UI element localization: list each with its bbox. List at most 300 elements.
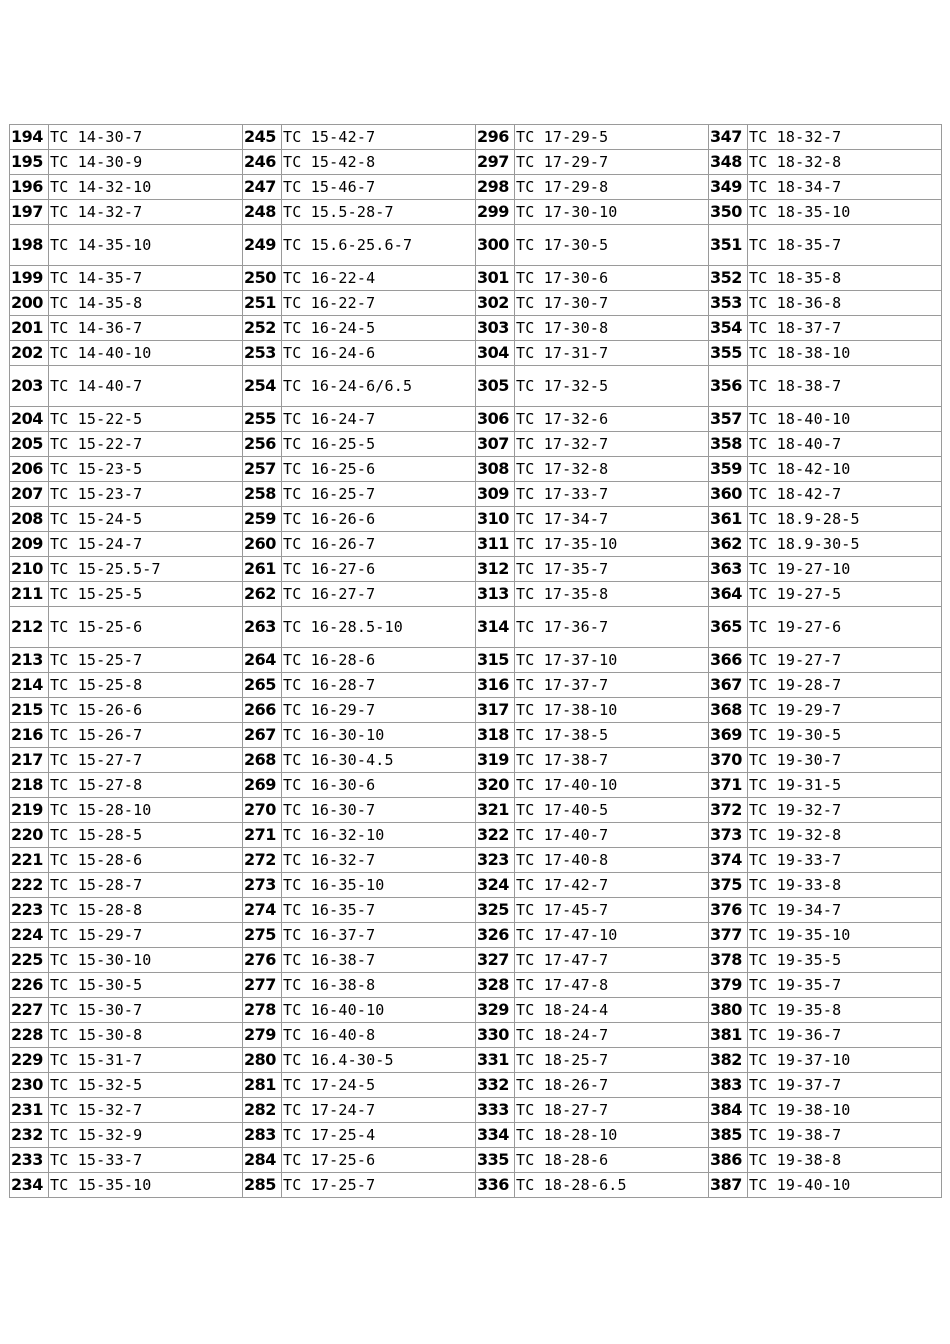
part-code-cell: TC 18-40-7 <box>748 432 942 457</box>
item-number-cell: 277 <box>243 973 282 998</box>
part-code-cell: TC 17-42-7 <box>515 873 709 898</box>
item-number-cell: 220 <box>10 823 49 848</box>
item-number-cell: 309 <box>476 482 515 507</box>
item-number-cell: 210 <box>10 557 49 582</box>
part-code-cell: TC 15-24-5 <box>49 507 243 532</box>
part-code-cell: TC 19-31-5 <box>748 773 942 798</box>
item-number-cell: 208 <box>10 507 49 532</box>
item-number-cell: 359 <box>709 457 748 482</box>
item-number-cell: 332 <box>476 1073 515 1098</box>
table-row <box>10 798 942 823</box>
part-code-cell: TC 17-37-10 <box>515 648 709 673</box>
item-number-cell: 279 <box>243 1023 282 1048</box>
part-code-cell: TC 18-26-7 <box>515 1073 709 1098</box>
item-number-cell: 275 <box>243 923 282 948</box>
item-number-cell: 280 <box>243 1048 282 1073</box>
part-code-cell: TC 17-35-10 <box>515 532 709 557</box>
item-number-cell: 199 <box>10 266 49 291</box>
item-number-cell: 311 <box>476 532 515 557</box>
item-number-cell: 376 <box>709 898 748 923</box>
table-row <box>10 698 942 723</box>
part-code-cell: TC 16-24-7 <box>282 407 476 432</box>
item-number-cell: 352 <box>709 266 748 291</box>
part-code-cell: TC 17-24-5 <box>282 1073 476 1098</box>
part-code-cell: TC 16-28-6 <box>282 648 476 673</box>
table-row <box>10 432 942 457</box>
item-number-cell: 219 <box>10 798 49 823</box>
part-code-cell: TC 18-35-7 <box>748 225 942 266</box>
item-number-cell: 212 <box>10 607 49 648</box>
table-row <box>10 482 942 507</box>
part-code-cell: TC 18-35-8 <box>748 266 942 291</box>
item-number-cell: 318 <box>476 723 515 748</box>
item-number-cell: 331 <box>476 1048 515 1073</box>
item-number-cell: 308 <box>476 457 515 482</box>
item-number-cell: 323 <box>476 848 515 873</box>
item-number-cell: 203 <box>10 366 49 407</box>
part-code-cell: TC 19-35-5 <box>748 948 942 973</box>
part-code-cell: TC 17-37-7 <box>515 673 709 698</box>
item-number-cell: 250 <box>243 266 282 291</box>
part-code-cell: TC 19-27-7 <box>748 648 942 673</box>
item-number-cell: 226 <box>10 973 49 998</box>
part-code-cell: TC 19-28-7 <box>748 673 942 698</box>
part-code-cell: TC 19-27-6 <box>748 607 942 648</box>
table-row <box>10 1173 942 1198</box>
item-number-cell: 233 <box>10 1148 49 1173</box>
item-number-cell: 282 <box>243 1098 282 1123</box>
part-code-cell: TC 16-38-7 <box>282 948 476 973</box>
item-number-cell: 322 <box>476 823 515 848</box>
item-number-cell: 197 <box>10 200 49 225</box>
part-code-cell: TC 14-40-10 <box>49 341 243 366</box>
part-code-cell: TC 17-31-7 <box>515 341 709 366</box>
item-number-cell: 225 <box>10 948 49 973</box>
table-row <box>10 125 942 150</box>
item-number-cell: 320 <box>476 773 515 798</box>
part-code-cell: TC 18-38-10 <box>748 341 942 366</box>
table-row <box>10 607 942 648</box>
item-number-cell: 355 <box>709 341 748 366</box>
item-number-cell: 230 <box>10 1073 49 1098</box>
part-code-cell: TC 16-24-6/6.5 <box>282 366 476 407</box>
item-number-cell: 361 <box>709 507 748 532</box>
item-number-cell: 334 <box>476 1123 515 1148</box>
item-number-cell: 314 <box>476 607 515 648</box>
table-row <box>10 1148 942 1173</box>
part-code-cell: TC 17-30-7 <box>515 291 709 316</box>
item-number-cell: 268 <box>243 748 282 773</box>
item-number-cell: 372 <box>709 798 748 823</box>
item-number-cell: 350 <box>709 200 748 225</box>
item-number-cell: 229 <box>10 1048 49 1073</box>
item-number-cell: 364 <box>709 582 748 607</box>
item-number-cell: 249 <box>243 225 282 266</box>
part-code-cell: TC 16-38-8 <box>282 973 476 998</box>
part-code-cell: TC 15.5-28-7 <box>282 200 476 225</box>
part-code-cell: TC 17-30-8 <box>515 316 709 341</box>
item-number-cell: 336 <box>476 1173 515 1198</box>
part-code-cell: TC 15-30-8 <box>49 1023 243 1048</box>
part-code-cell: TC 19-40-10 <box>748 1173 942 1198</box>
item-number-cell: 245 <box>243 125 282 150</box>
item-number-cell: 354 <box>709 316 748 341</box>
item-number-cell: 228 <box>10 1023 49 1048</box>
item-number-cell: 370 <box>709 748 748 773</box>
item-number-cell: 349 <box>709 175 748 200</box>
part-code-cell: TC 18-40-10 <box>748 407 942 432</box>
part-code-cell: TC 15-31-7 <box>49 1048 243 1073</box>
item-number-cell: 310 <box>476 507 515 532</box>
table-row <box>10 673 942 698</box>
item-number-cell: 284 <box>243 1148 282 1173</box>
item-number-cell: 363 <box>709 557 748 582</box>
part-code-cell: TC 15-22-5 <box>49 407 243 432</box>
part-code-cell: TC 18-42-10 <box>748 457 942 482</box>
table-row <box>10 225 942 266</box>
part-code-cell: TC 14-40-7 <box>49 366 243 407</box>
part-code-cell: TC 17-45-7 <box>515 898 709 923</box>
part-code-cell: TC 15-28-7 <box>49 873 243 898</box>
part-code-cell: TC 16-32-10 <box>282 823 476 848</box>
table-row <box>10 532 942 557</box>
table-row <box>10 823 942 848</box>
table-row <box>10 291 942 316</box>
item-number-cell: 263 <box>243 607 282 648</box>
part-code-cell: TC 15-30-7 <box>49 998 243 1023</box>
item-number-cell: 258 <box>243 482 282 507</box>
table-row <box>10 1023 942 1048</box>
part-code-cell: TC 17-30-10 <box>515 200 709 225</box>
item-number-cell: 307 <box>476 432 515 457</box>
part-code-cell: TC 17-36-7 <box>515 607 709 648</box>
part-code-cell: TC 16-30-7 <box>282 798 476 823</box>
item-number-cell: 261 <box>243 557 282 582</box>
item-number-cell: 222 <box>10 873 49 898</box>
table-row <box>10 150 942 175</box>
item-number-cell: 271 <box>243 823 282 848</box>
item-number-cell: 194 <box>10 125 49 150</box>
table-row <box>10 748 942 773</box>
item-number-cell: 298 <box>476 175 515 200</box>
item-number-cell: 306 <box>476 407 515 432</box>
item-number-cell: 218 <box>10 773 49 798</box>
part-code-cell: TC 19-35-7 <box>748 973 942 998</box>
part-code-cell: TC 16-28-7 <box>282 673 476 698</box>
item-number-cell: 224 <box>10 923 49 948</box>
part-code-cell: TC 17-25-6 <box>282 1148 476 1173</box>
item-number-cell: 202 <box>10 341 49 366</box>
item-number-cell: 360 <box>709 482 748 507</box>
item-number-cell: 329 <box>476 998 515 1023</box>
item-number-cell: 315 <box>476 648 515 673</box>
item-number-cell: 246 <box>243 150 282 175</box>
item-number-cell: 227 <box>10 998 49 1023</box>
part-code-cell: TC 17-47-10 <box>515 923 709 948</box>
part-code-cell: TC 15-22-7 <box>49 432 243 457</box>
part-code-cell: TC 19-38-10 <box>748 1098 942 1123</box>
item-number-cell: 362 <box>709 532 748 557</box>
part-code-cell: TC 15-25-7 <box>49 648 243 673</box>
part-code-cell: TC 15-25.5-7 <box>49 557 243 582</box>
part-code-cell: TC 15-28-6 <box>49 848 243 873</box>
item-number-cell: 374 <box>709 848 748 873</box>
item-number-cell: 217 <box>10 748 49 773</box>
part-code-cell: TC 18-36-8 <box>748 291 942 316</box>
part-code-cell: TC 17-33-7 <box>515 482 709 507</box>
part-code-cell: TC 15-26-6 <box>49 698 243 723</box>
part-code-cell: TC 18.9-28-5 <box>748 507 942 532</box>
part-code-table <box>9 124 942 1198</box>
part-code-cell: TC 16-35-10 <box>282 873 476 898</box>
part-code-cell: TC 19-34-7 <box>748 898 942 923</box>
part-code-cell: TC 16-26-6 <box>282 507 476 532</box>
item-number-cell: 254 <box>243 366 282 407</box>
item-number-cell: 373 <box>709 823 748 848</box>
table-row <box>10 873 942 898</box>
item-number-cell: 299 <box>476 200 515 225</box>
table-row <box>10 582 942 607</box>
part-code-cell: TC 15-23-5 <box>49 457 243 482</box>
part-code-cell: TC 19-37-10 <box>748 1048 942 1073</box>
part-code-cell: TC 15-46-7 <box>282 175 476 200</box>
item-number-cell: 247 <box>243 175 282 200</box>
part-code-cell: TC 15.6-25.6-7 <box>282 225 476 266</box>
item-number-cell: 300 <box>476 225 515 266</box>
item-number-cell: 201 <box>10 316 49 341</box>
item-number-cell: 223 <box>10 898 49 923</box>
part-code-cell: TC 16-30-6 <box>282 773 476 798</box>
part-code-cell: TC 14-35-7 <box>49 266 243 291</box>
item-number-cell: 327 <box>476 948 515 973</box>
part-code-cell: TC 19-37-7 <box>748 1073 942 1098</box>
item-number-cell: 276 <box>243 948 282 973</box>
item-number-cell: 312 <box>476 557 515 582</box>
table-row <box>10 457 942 482</box>
part-code-cell: TC 14-30-7 <box>49 125 243 150</box>
table-body <box>10 125 942 1198</box>
part-code-cell: TC 17-30-5 <box>515 225 709 266</box>
item-number-cell: 232 <box>10 1123 49 1148</box>
part-code-cell: TC 18-35-10 <box>748 200 942 225</box>
part-code-cell: TC 18-37-7 <box>748 316 942 341</box>
part-code-cell: TC 16-28.5-10 <box>282 607 476 648</box>
table-row <box>10 557 942 582</box>
part-code-cell: TC 15-42-8 <box>282 150 476 175</box>
part-code-cell: TC 19-30-5 <box>748 723 942 748</box>
item-number-cell: 216 <box>10 723 49 748</box>
part-code-cell: TC 15-23-7 <box>49 482 243 507</box>
item-number-cell: 265 <box>243 673 282 698</box>
item-number-cell: 326 <box>476 923 515 948</box>
part-code-cell: TC 18-24-7 <box>515 1023 709 1048</box>
part-code-cell: TC 15-28-10 <box>49 798 243 823</box>
table-row <box>10 266 942 291</box>
part-code-cell: TC 17-29-8 <box>515 175 709 200</box>
part-code-cell: TC 15-25-8 <box>49 673 243 698</box>
item-number-cell: 368 <box>709 698 748 723</box>
table-row <box>10 973 942 998</box>
part-code-cell: TC 16-32-7 <box>282 848 476 873</box>
item-number-cell: 382 <box>709 1048 748 1073</box>
item-number-cell: 379 <box>709 973 748 998</box>
part-code-cell: TC 19-30-7 <box>748 748 942 773</box>
item-number-cell: 273 <box>243 873 282 898</box>
item-number-cell: 195 <box>10 150 49 175</box>
item-number-cell: 297 <box>476 150 515 175</box>
part-code-cell: TC 19-27-10 <box>748 557 942 582</box>
item-number-cell: 281 <box>243 1073 282 1098</box>
item-number-cell: 252 <box>243 316 282 341</box>
table-row <box>10 1073 942 1098</box>
part-code-cell: TC 17-29-7 <box>515 150 709 175</box>
item-number-cell: 380 <box>709 998 748 1023</box>
part-code-cell: TC 17-25-7 <box>282 1173 476 1198</box>
item-number-cell: 211 <box>10 582 49 607</box>
part-code-cell: TC 17-32-7 <box>515 432 709 457</box>
part-code-cell: TC 17-47-7 <box>515 948 709 973</box>
part-code-cell: TC 17-40-7 <box>515 823 709 848</box>
item-number-cell: 371 <box>709 773 748 798</box>
part-code-cell: TC 17-40-5 <box>515 798 709 823</box>
part-code-cell: TC 14-32-10 <box>49 175 243 200</box>
part-code-cell: TC 16-40-8 <box>282 1023 476 1048</box>
item-number-cell: 215 <box>10 698 49 723</box>
part-code-cell: TC 16-27-7 <box>282 582 476 607</box>
item-number-cell: 221 <box>10 848 49 873</box>
part-code-cell: TC 17-29-5 <box>515 125 709 150</box>
item-number-cell: 381 <box>709 1023 748 1048</box>
part-code-cell: TC 15-29-7 <box>49 923 243 948</box>
item-number-cell: 316 <box>476 673 515 698</box>
item-number-cell: 264 <box>243 648 282 673</box>
part-code-cell: TC 18-38-7 <box>748 366 942 407</box>
table-row <box>10 723 942 748</box>
part-code-cell: TC 15-32-5 <box>49 1073 243 1098</box>
item-number-cell: 260 <box>243 532 282 557</box>
part-code-cell: TC 19-29-7 <box>748 698 942 723</box>
part-code-cell: TC 17-40-10 <box>515 773 709 798</box>
part-code-cell: TC 15-25-5 <box>49 582 243 607</box>
item-number-cell: 328 <box>476 973 515 998</box>
part-code-cell: TC 14-32-7 <box>49 200 243 225</box>
table-row <box>10 648 942 673</box>
item-number-cell: 383 <box>709 1073 748 1098</box>
item-number-cell: 272 <box>243 848 282 873</box>
item-number-cell: 278 <box>243 998 282 1023</box>
item-number-cell: 313 <box>476 582 515 607</box>
part-code-cell: TC 14-36-7 <box>49 316 243 341</box>
item-number-cell: 303 <box>476 316 515 341</box>
part-code-cell: TC 17-24-7 <box>282 1098 476 1123</box>
item-number-cell: 198 <box>10 225 49 266</box>
table-row <box>10 175 942 200</box>
part-code-cell: TC 15-30-10 <box>49 948 243 973</box>
part-code-cell: TC 19-38-8 <box>748 1148 942 1173</box>
item-number-cell: 270 <box>243 798 282 823</box>
part-code-cell: TC 16.4-30-5 <box>282 1048 476 1073</box>
item-number-cell: 330 <box>476 1023 515 1048</box>
item-number-cell: 207 <box>10 482 49 507</box>
item-number-cell: 366 <box>709 648 748 673</box>
part-code-cell: TC 16-24-6 <box>282 341 476 366</box>
part-code-cell: TC 19-33-7 <box>748 848 942 873</box>
item-number-cell: 367 <box>709 673 748 698</box>
item-number-cell: 351 <box>709 225 748 266</box>
table-row <box>10 848 942 873</box>
item-number-cell: 248 <box>243 200 282 225</box>
part-code-cell: TC 17-34-7 <box>515 507 709 532</box>
table-row <box>10 366 942 407</box>
item-number-cell: 378 <box>709 948 748 973</box>
part-code-cell: TC 17-35-7 <box>515 557 709 582</box>
table-row <box>10 407 942 432</box>
part-code-cell: TC 16-35-7 <box>282 898 476 923</box>
item-number-cell: 353 <box>709 291 748 316</box>
item-number-cell: 302 <box>476 291 515 316</box>
part-code-cell: TC 18-24-4 <box>515 998 709 1023</box>
part-code-cell: TC 15-27-7 <box>49 748 243 773</box>
item-number-cell: 206 <box>10 457 49 482</box>
item-number-cell: 267 <box>243 723 282 748</box>
part-code-cell: TC 18.9-30-5 <box>748 532 942 557</box>
part-code-cell: TC 15-28-8 <box>49 898 243 923</box>
part-code-cell: TC 15-42-7 <box>282 125 476 150</box>
item-number-cell: 259 <box>243 507 282 532</box>
part-code-cell: TC 19-32-8 <box>748 823 942 848</box>
item-number-cell: 234 <box>10 1173 49 1198</box>
part-code-cell: TC 17-38-10 <box>515 698 709 723</box>
part-code-cell: TC 16-25-5 <box>282 432 476 457</box>
item-number-cell: 305 <box>476 366 515 407</box>
part-code-cell: TC 16-30-10 <box>282 723 476 748</box>
part-code-cell: TC 19-38-7 <box>748 1123 942 1148</box>
table-row <box>10 898 942 923</box>
part-code-cell: TC 18-28-10 <box>515 1123 709 1148</box>
item-number-cell: 358 <box>709 432 748 457</box>
table-row <box>10 773 942 798</box>
table-row <box>10 1098 942 1123</box>
part-code-cell: TC 15-27-8 <box>49 773 243 798</box>
part-code-cell: TC 16-27-6 <box>282 557 476 582</box>
item-number-cell: 369 <box>709 723 748 748</box>
item-number-cell: 317 <box>476 698 515 723</box>
item-number-cell: 214 <box>10 673 49 698</box>
item-number-cell: 256 <box>243 432 282 457</box>
item-number-cell: 285 <box>243 1173 282 1198</box>
table-row <box>10 200 942 225</box>
part-code-cell: TC 19-35-10 <box>748 923 942 948</box>
table-row <box>10 998 942 1023</box>
item-number-cell: 253 <box>243 341 282 366</box>
item-number-cell: 324 <box>476 873 515 898</box>
part-code-cell: TC 15-32-9 <box>49 1123 243 1148</box>
item-number-cell: 356 <box>709 366 748 407</box>
part-code-cell: TC 16-25-7 <box>282 482 476 507</box>
part-code-cell: TC 17-32-8 <box>515 457 709 482</box>
item-number-cell: 209 <box>10 532 49 557</box>
part-code-cell: TC 19-32-7 <box>748 798 942 823</box>
item-number-cell: 384 <box>709 1098 748 1123</box>
part-code-cell: TC 15-30-5 <box>49 973 243 998</box>
part-code-cell: TC 15-24-7 <box>49 532 243 557</box>
part-code-cell: TC 19-35-8 <box>748 998 942 1023</box>
part-code-cell: TC 16-37-7 <box>282 923 476 948</box>
item-number-cell: 196 <box>10 175 49 200</box>
item-number-cell: 387 <box>709 1173 748 1198</box>
part-code-cell: TC 17-32-6 <box>515 407 709 432</box>
part-code-cell: TC 18-42-7 <box>748 482 942 507</box>
